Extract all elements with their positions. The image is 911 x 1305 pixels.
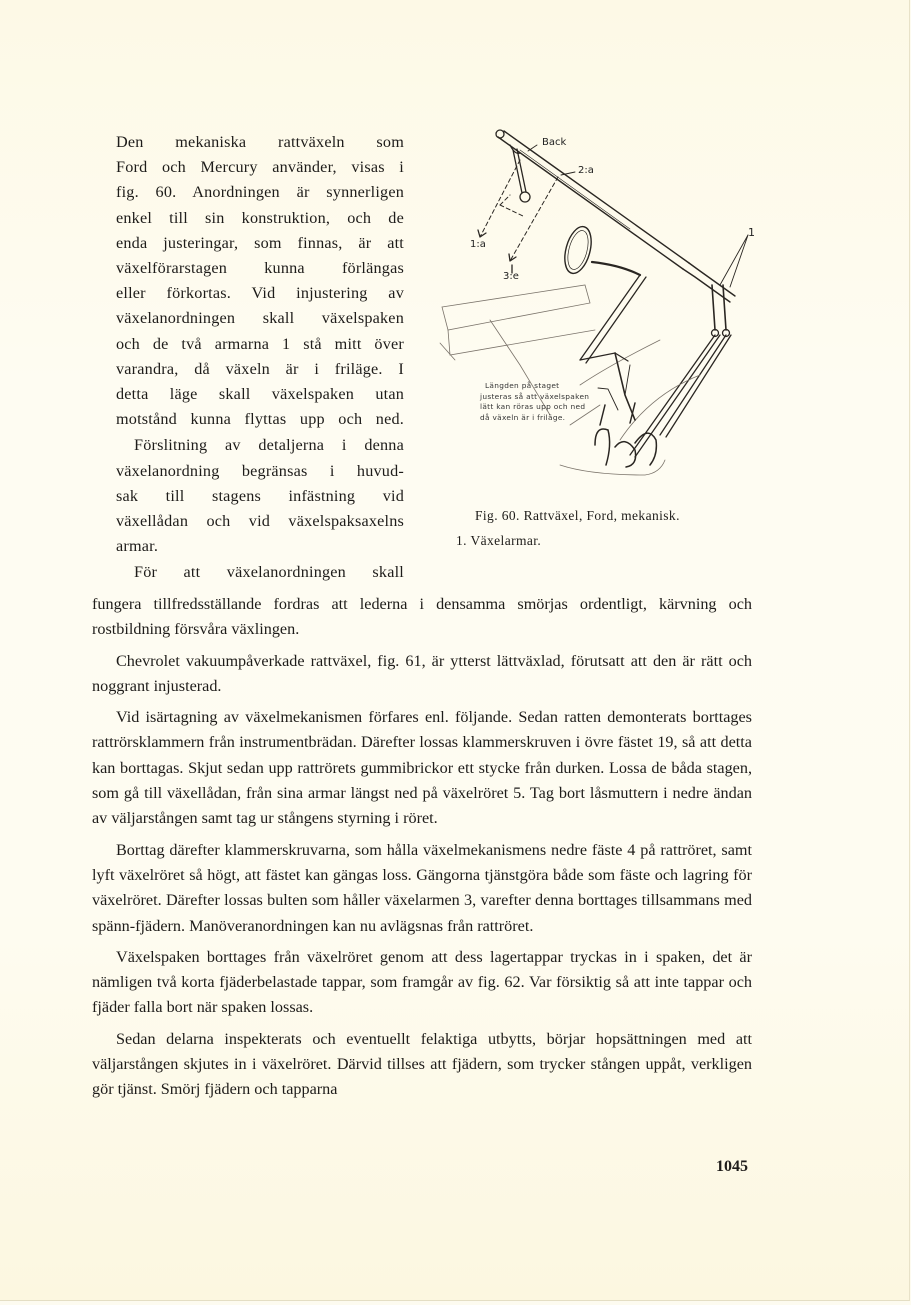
text-line: Förslitning av detaljerna i denna	[134, 436, 404, 455]
paragraph-chevrolet: Chevrolet vakuumpåverkade rattväxel, fig. 61, är ytterst lättväxlad, förutsatt att den är rätt och noggrant injusterad.	[92, 651, 752, 695]
paragraph-intro	[116, 130, 404, 432]
text-line: varandra, då växeln är i friläge. I	[116, 359, 404, 378]
text-line: växelanordning begränsas i huvud-	[116, 461, 404, 480]
label-second-gear: 2:a	[578, 165, 594, 176]
text-line: Ford och Mercury använder, visas i	[116, 158, 404, 177]
text-line: motstånd kunna flyttas upp och ned.	[116, 410, 404, 429]
text-line: armar.	[116, 537, 159, 556]
text-line: sak till stagens infästning vid	[116, 486, 404, 505]
label-back: Back	[542, 137, 567, 148]
paragraph-reassembly: Sedan delarna inspekterats och eventuellt felaktiga utbytts, börjar hopsättningen med att väljarstången skjutes in i växelröret. Därvid tillses att fjädern, som trycker stången uppåt, verkligen gör tjänst. Smörj fjädern och tapparna	[92, 1029, 752, 1099]
label-first-gear: 1:a	[470, 239, 486, 250]
paragraph-lubrication-start	[116, 560, 404, 585]
paragraph-gear-lever: Växelspaken borttages från växelröret genom att dess lagertappar tryckas in i spaken, det är nämligen två korta fjäderbelastade tappar, som framgår av fig. 62. Var försiktig så att inte tappar och fjäder falla bort när spaken lossas.	[92, 947, 752, 1017]
text-line: eller förkortas. Vid injustering av	[116, 284, 404, 303]
text-line: växelförarstagen kunna förlängas	[116, 259, 404, 278]
figure-note	[480, 381, 610, 423]
text-line: växelanordningen skall växelspaken	[116, 309, 404, 328]
note-line: lätt kan röras upp och ned	[480, 402, 586, 411]
figure-caption	[456, 503, 776, 553]
text-line: växellådan och vid växelspaksaxelns	[116, 512, 404, 531]
label-arms: 1	[748, 226, 755, 239]
caption-title: Fig. 60. Rattväxel, Ford, mekanisk.	[475, 508, 680, 523]
caption-legend: 1. Växelarmar.	[456, 533, 542, 548]
column-text	[116, 130, 404, 586]
text-line: fig. 60. Anordningen är synnerligen	[116, 183, 404, 202]
paragraph-clamp-screws: Borttag därefter klammerskruvarna, som hålla växelmekanismens nedre fäste 4 på rattröret, samt lyft växelröret så högt, att fästet kan gängas loss. Gängorna tjänstgöra både som fäste och lagring för växelröret. Därefter lossas bulten som håller växelarmen 3, varefter denna borttages tillsammans med spänn-fjädern. Manöveranordningen kan nu avlägsnas från rattröret.	[92, 840, 752, 935]
text-line: enkel till sin konstruktion, och de	[116, 208, 404, 227]
note-line: Längden på staget	[485, 381, 560, 390]
text-line: enda justeringar, som finnas, är att	[116, 233, 404, 252]
label-third-gear: 3:e	[503, 271, 519, 282]
note-line: justeras så att växelspaken	[480, 391, 590, 401]
gearshift-illustration	[430, 125, 770, 495]
paragraph-wear	[116, 433, 404, 559]
paragraph-disassembly: Vid isärtagning av växelmekanismen förfares enl. följande. Sedan ratten demonterats borttages rattrörsklammern från instrumentbrädan. Därefter lossas klammerskruven i övre fästet 19, så att detta kan borttagas. Skjut sedan upp rattrörets gummibrickor ett stycke från durken. Lossa de båda stagen, som gå till växellådan, från sina armar längst ned på växelröret 5. Tag bort låsmuttern i nedre ändan av väljarstången samt tag ur stångens styrning i röret.	[92, 708, 752, 828]
note-line: då växeln är i friläge.	[480, 412, 566, 422]
text-line: För att växelanordningen skall	[134, 563, 404, 582]
figure-60	[430, 125, 770, 495]
text-line: Den mekaniska rattväxeln som	[116, 133, 404, 151]
body-text	[92, 592, 752, 1109]
text-line: och de två armarna 1 stå mitt över	[116, 334, 404, 353]
text-line: detta läge skall växelspaken utan	[116, 385, 404, 404]
paragraph-lubrication-cont: fungera tillfredsställande fordras att lederna i densamma smörjas ordentligt, kärvning och rostbildning försvåra växlingen.	[92, 595, 752, 639]
page-number: 1045	[716, 1158, 748, 1175]
